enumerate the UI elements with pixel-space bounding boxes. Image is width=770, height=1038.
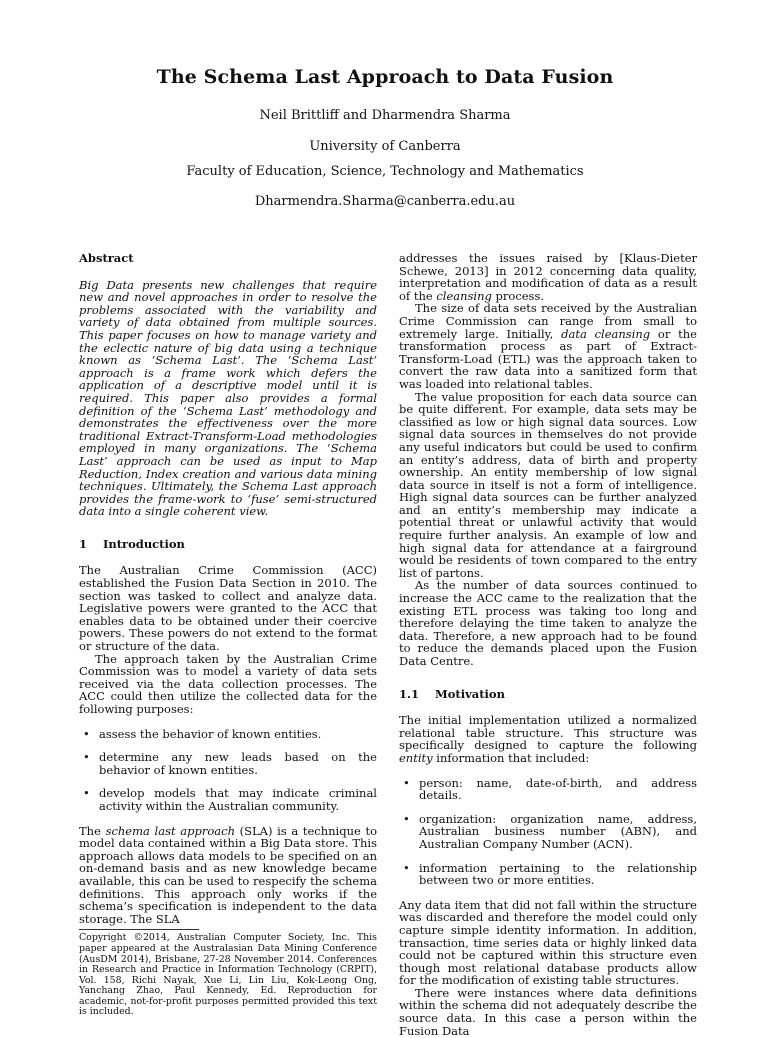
subsection-number: 1.1	[399, 686, 420, 701]
paper-title: The Schema Last Approach to Data Fusion	[156, 66, 614, 88]
right-column	[399, 252, 697, 1037]
affiliation-university: University of Canberra	[309, 139, 461, 154]
bullet-icon: •	[403, 860, 410, 875]
subsection-motivation-heading	[399, 688, 697, 701]
copyright-notice: Copyright ©2014, Australian Computer Society, Inc. This paper appeared at the Australasian Data Mining Conference (AusDM 2014), Brisbane, 27-28 November 2014. Conferences in Research and Practice in Information Technology (CRPIT), Vol. 158, Richi Nayak, Xue Li, Lin Liu, Kok-Leong Ong, Yanchang Zhao, Paul Kennedy, Ed. Reproduction for academic, not-for-profit purposes permitted provided this text is included.	[79, 932, 377, 1018]
list-item: • information pertaining to the relationship between two or more entities.	[399, 862, 697, 887]
intro-paragraph-1: The Australian Crime Commission (ACC) established the Fusion Data Section in 2010. The section was tasked to collect and analyze data. Legislative powers were granted to the ACC that enables data to be obtained under their coercive powers. These powers do not extend to the format or structure of the data.	[79, 563, 377, 654]
abstract-heading: Abstract	[79, 251, 134, 265]
bullet-icon: •	[83, 786, 90, 801]
intro-paragraph-2: The approach taken by the Australian Crime Commission was to model a variety of data sets received via the data collection processes. The ACC could then utilize the collected data for the following purposes:	[79, 651, 377, 716]
section-intro-heading	[79, 538, 377, 551]
motivation-paragraph-2: Any data item that did not fall within the structure was discarded and therefore the model could only capture simple identity information. In addition, transaction, time series data or highly linked data could not be captured within this structure even though most relational database products allow for the modification of existing table structures.	[399, 897, 697, 988]
list-item: • determine any new leads based on the behavior of known entities.	[79, 751, 377, 776]
list-item: • develop models that may indicate criminal activity within the Australian community.	[79, 787, 377, 812]
intro-paragraph-3: The schema last approach (SLA) is a technique to model data contained within a Big Data store. This approach allows data models to be specified on an on-demand basis and as new knowledge became available, this can be used to respecify the schema definitions. This approach only works if the schema’s specification is independent to the data storage. The SLA	[79, 823, 378, 926]
right-paragraph-3: The value proposition for each data source can be quite different. For example, data sets may be classified as low or high signal data sources. Low signal data sources in themselves do not provide any useful indicators but could be used to confirm an entity’s address, data of birth and property ownership. An entity membership of low signal data source in itself is not a form of intelligence. High signal data sources can be further analyzed and an entity’s membership may indicate a potential threat or unlawful activity that would require further analysis. An example of low and high signal data for attendance at a fairground would be residents of town compared to the entry list of partons.	[399, 389, 697, 580]
intro-bullet-list	[79, 728, 377, 813]
bullet-icon: •	[83, 726, 90, 741]
list-item: • assess the behavior of known entities.	[79, 728, 377, 741]
list-item: • organization: organization name, address, Australian business number (ABN), and Australian Company Number (ACN).	[399, 813, 697, 851]
subsection-title: Motivation	[435, 686, 505, 701]
authors: Neil Brittliff and Dharmendra Sharma	[259, 108, 511, 123]
motivation-bullet-list	[399, 777, 697, 887]
right-paragraph-4: As the number of data sources continued to increase the ACC came to the realization that the existing ETL process was taking too long and therefore delaying the time taken to analyze the data. Therefore, a new approach had to be found to reduce the demands placed upon the Fusion Data Centre.	[399, 578, 697, 668]
abstract-text: Big Data presents new challenges that require new and novel approaches in order to resolve the problems associated with the variability and variety of data obtained from multiple sources. This paper focuses on how to manage variety and the eclectic nature of big data using a technique known as ‘Schema Last’. The ‘Schema Last’ approach is a frame work which defers the application of a descriptive model until it is required. This paper also provides a formal definition of the ‘Schema Last’ methodology and demonstrates the effectiveness over the more traditional Extract-Transform-Load methodologies employed in many organizations. The ‘Schema Last’ approach can be used as input to Map Reduction, Index creation and various data mining techniques. Ultimately, the Schema Last approach provides the frame-work to ‘fuse’ semi-structured data into a single coherent view.	[79, 277, 377, 519]
right-paragraph-1: addresses the issues raised by [Klaus-Dieter Schewe, 2013] in 2012 concerning data quality, interpretation and modification of data as a result of the cleansing process.	[399, 251, 697, 303]
footnote-rule	[79, 929, 199, 930]
bullet-icon: •	[403, 811, 410, 826]
bullet-icon: •	[83, 750, 90, 765]
motivation-paragraph-1: The initial implementation utilized a normalized relational table structure. This structure was specifically designed to capture the following entity information that included:	[399, 713, 697, 765]
right-paragraph-2: The size of data sets received by the Australian Crime Commission can range from small to extremely large. Initially, data cleansing or the transformation process as part of Extract-Transform-Load (ETL) was the approach taken to convert the raw data into a sanitized form that was loaded into relational tables.	[399, 301, 697, 391]
section-number: 1	[79, 536, 88, 551]
left-column	[79, 252, 377, 1018]
author-email[interactable]: Dharmendra.Sharma@canberra.edu.au	[254, 194, 516, 209]
section-title: Introduction	[103, 536, 185, 551]
motivation-paragraph-3: There were instances where data definitions within the schema did not adequately describe the source data. In this case a person within the Fusion Data	[399, 985, 697, 1038]
affiliation-faculty: Faculty of Education, Science, Technology and Mathematics	[186, 164, 584, 179]
bullet-icon: •	[403, 775, 410, 790]
list-item: • person: name, date-of-birth, and address details.	[399, 777, 697, 802]
